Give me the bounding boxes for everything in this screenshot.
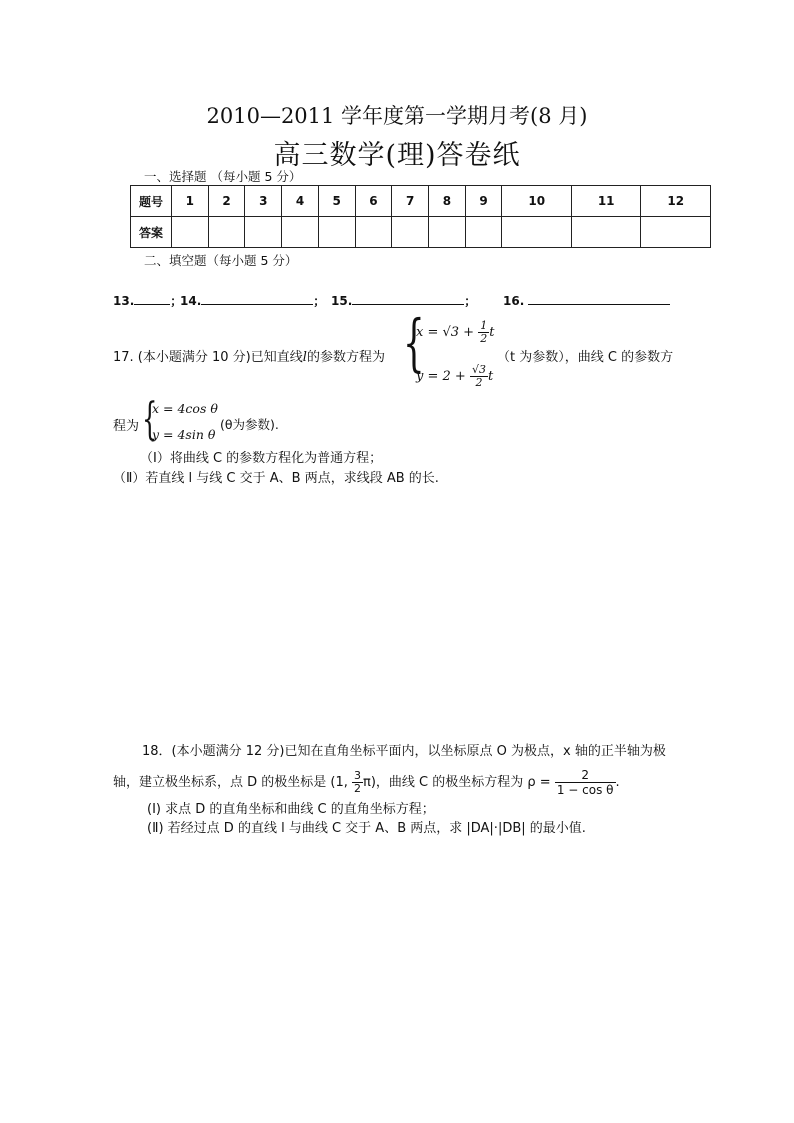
q17-intro-text2: 的参数方程为 (306, 350, 385, 365)
q17-sys1-y-text: y = 2 + (416, 369, 466, 384)
fill-blank-15: 15. ； (331, 294, 477, 308)
q17-after: （t 为参数），曲线 C 的参数方 (497, 350, 674, 365)
section1-label: 一、选择题 （每小题 5 分） (144, 169, 302, 184)
answer-cell[interactable] (355, 217, 392, 248)
q17-intro (113, 346, 385, 365)
question-number-cell: 7 (392, 186, 429, 217)
fill-blank-13-line[interactable] (134, 292, 170, 305)
fill-blank-14-line[interactable] (201, 292, 313, 305)
q18-rho-fraction (555, 768, 616, 797)
q18-line2-text-a: 轴，建立极坐标系，点 D 的极坐标是 (1, (113, 775, 348, 790)
q17-t-var: t (487, 369, 494, 384)
answer-cell[interactable] (245, 217, 282, 248)
q17-system1-brace: { (403, 306, 425, 379)
answer-cell[interactable] (571, 217, 640, 248)
q17-fraction-sqrt3-half (470, 364, 488, 389)
q17-line2-prefix: 程为 (113, 419, 140, 434)
frac-num: 3 (354, 769, 362, 782)
question-number-cell: 12 (641, 186, 711, 217)
q17-intro-text: 17. (本小题满分 10 分)已知直线 (113, 350, 303, 365)
q17-t-var: t (489, 325, 495, 340)
exam-title-line2: 高三数学(理)答卷纸 (273, 140, 521, 171)
multiple-choice-answer-table (130, 185, 711, 248)
question-number-cell: 9 (465, 186, 502, 217)
q18-line2-text-c: . (615, 775, 620, 790)
q18-line2-text-b: π)，曲线 C 的极坐标方程为 ρ = (363, 775, 551, 790)
question-number-cell: 1 (172, 186, 209, 217)
fill-blank-13-label: 13. (113, 294, 135, 308)
frac-num: √3 (471, 363, 486, 376)
question-number-cell: 6 (355, 186, 392, 217)
q17-answer-area[interactable] (113, 490, 693, 730)
frac-den: 2 (475, 376, 483, 389)
table-row-answers (131, 217, 711, 248)
question-number-cell: 10 (502, 186, 571, 217)
q18-answer-area[interactable] (113, 845, 693, 1105)
q18-line1: 18．(本小题满分 12 分)已知在直角坐标平面内，以坐标原点 O 为极点，x 轴的正半轴为极 (142, 744, 666, 759)
question-number-cell: 3 (245, 186, 282, 217)
answer-cell[interactable] (429, 217, 466, 248)
fill-blank-16-line[interactable] (528, 292, 670, 305)
exam-title-line1: 2010—2011 学年度第一学期月考(8 月) (206, 104, 588, 128)
answer-cell[interactable] (318, 217, 355, 248)
q17-system2-x: x = 4cos θ (152, 401, 218, 416)
answer-cell[interactable] (641, 217, 711, 248)
q18-part2: (Ⅱ) 若经过点 D 的直线 l 与曲线 C 交于 A、B 两点，求 |DA|·|DB| 的最小值. (147, 821, 586, 836)
q18-fraction-three-halves (352, 770, 363, 795)
frac-num: 1 (480, 319, 488, 332)
fill-blank-16-label: 16. (503, 294, 525, 308)
row-label-question-number: 题号 (131, 186, 172, 217)
frac-den: 2 (480, 332, 488, 345)
q18-line2 (113, 768, 620, 797)
answer-cell[interactable] (392, 217, 429, 248)
answer-cell[interactable] (465, 217, 502, 248)
q17-system1-x (416, 320, 494, 345)
q17-system2-brace: { (142, 394, 158, 445)
q17-part1: （Ⅰ）将曲线 C 的参数方程化为普通方程； (140, 451, 383, 466)
question-number-cell: 5 (318, 186, 355, 217)
answer-cell[interactable] (208, 217, 245, 248)
fill-blank-14-label: 14. (180, 294, 202, 308)
fill-blank-15-line[interactable] (352, 292, 464, 305)
q17-part2: （Ⅱ）若直线 l 与线 C 交于 A、B 两点，求线段 AB 的长. (113, 471, 439, 486)
frac-num: 2 (555, 768, 616, 783)
fill-blank-16 (503, 292, 670, 308)
answer-cell[interactable] (172, 217, 209, 248)
frac-den: 2 (354, 782, 362, 795)
q17-sys1-x-text: x = √3 + (416, 325, 475, 340)
fill-blank-15-label: 15. (331, 294, 353, 308)
fill-blank-13: 13. ； (113, 294, 183, 308)
fill-blank-14: 14. ； (180, 294, 326, 308)
q17-system1-y (416, 364, 493, 389)
answer-cell[interactable] (282, 217, 319, 248)
question-number-cell: 4 (282, 186, 319, 217)
question-number-cell: 8 (429, 186, 466, 217)
frac-den: 1 − cos θ (556, 783, 614, 797)
section2-label: 二、填空题（每小题 5 分） (144, 253, 298, 268)
table-row-numbers (131, 186, 711, 217)
question-number-cell: 2 (208, 186, 245, 217)
answer-cell[interactable] (502, 217, 571, 248)
q18-part1: (Ⅰ) 求点 D 的直角坐标和曲线 C 的直角坐标方程； (147, 802, 435, 817)
row-label-answer: 答案 (131, 217, 172, 248)
q17-system2-y: y = 4sin θ (152, 427, 216, 442)
question-number-cell: 11 (571, 186, 640, 217)
q17-line-symbol: l (302, 350, 307, 365)
q17-fraction-half (478, 320, 489, 345)
q17-line2-suffix: (θ为参数). (220, 417, 279, 432)
